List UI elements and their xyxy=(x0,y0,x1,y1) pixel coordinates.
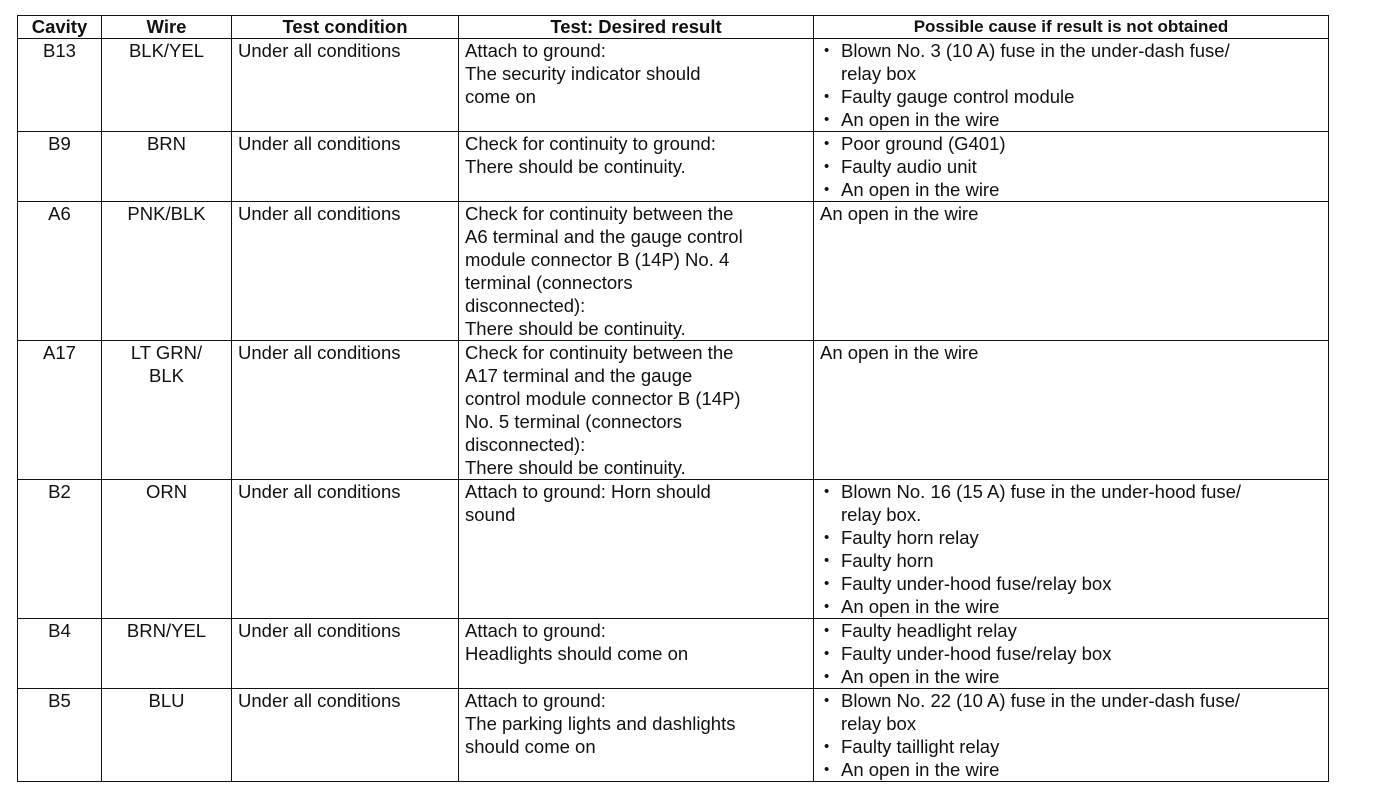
test-condition-text: Under all conditions xyxy=(238,203,401,224)
possible-cause-cell xyxy=(814,689,1329,782)
cavity-cell xyxy=(18,689,102,782)
cause-line: • Faulty audio unit xyxy=(841,156,977,177)
test-condition-cell xyxy=(232,619,459,689)
cause-line: • Faulty horn xyxy=(841,550,934,571)
test-condition-text: Under all conditions xyxy=(238,40,401,61)
desired-result-line: There should be continuity. xyxy=(465,156,686,177)
table-row xyxy=(18,341,1329,480)
cause-line: • Blown No. 3 (10 A) fuse in the under-dash fuse/ xyxy=(841,40,1230,61)
cause-item xyxy=(820,132,1322,155)
test-condition-text: Under all conditions xyxy=(238,342,401,363)
test-condition-text: Under all conditions xyxy=(238,690,401,711)
cause-item xyxy=(820,526,1322,549)
cause-line: relay box xyxy=(841,63,917,84)
desired-result-line: The security indicator should xyxy=(465,63,701,84)
cause-line: • An open in the wire xyxy=(841,179,1000,200)
cause-line: • Faulty under-hood fuse/relay box xyxy=(841,643,1112,664)
desired-result-cell xyxy=(459,689,814,782)
desired-result-line: control module connector B (14P) xyxy=(465,388,741,409)
possible-cause-cell xyxy=(814,202,1329,341)
cause-item xyxy=(820,108,1322,131)
desired-result-line: A17 terminal and the gauge xyxy=(465,365,693,386)
wire-cell xyxy=(102,341,232,480)
test-condition-cell xyxy=(232,202,459,341)
header-test-condition: Test condition xyxy=(232,16,459,39)
wire-cell xyxy=(102,202,232,341)
cavity-cell xyxy=(18,341,102,480)
cavity-cell xyxy=(18,202,102,341)
wire-color: ORN xyxy=(145,481,188,502)
cavity-label: A17 xyxy=(43,342,76,363)
desired-result-cell xyxy=(459,202,814,341)
cause-line: relay box. xyxy=(841,504,922,525)
wire-cell xyxy=(102,689,232,782)
desired-result-line: Attach to ground: xyxy=(465,690,606,711)
troubleshooting-table xyxy=(17,15,1329,782)
cause-line: • An open in the wire xyxy=(841,109,1000,130)
cause-item xyxy=(820,689,1322,735)
desired-result-line: terminal (connectors xyxy=(465,272,633,293)
desired-result-line: sound xyxy=(465,504,516,525)
wire-cell xyxy=(102,39,232,132)
table-row xyxy=(18,480,1329,619)
header-cavity: Cavity xyxy=(18,16,102,39)
wire-color: BLK xyxy=(149,365,184,386)
header-possible-cause: Possible cause if result is not obtained xyxy=(814,16,1329,39)
cause-list xyxy=(820,689,1322,781)
cavity-label: B2 xyxy=(48,481,71,502)
desired-result-line: module connector B (14P) No. 4 xyxy=(465,249,730,270)
cause-item xyxy=(820,572,1322,595)
test-condition-cell xyxy=(232,480,459,619)
cause-list xyxy=(820,39,1322,131)
desired-result-line: Attach to ground: xyxy=(465,40,606,61)
cause-item xyxy=(820,549,1322,572)
possible-cause-cell xyxy=(814,480,1329,619)
cause-line: relay box xyxy=(841,713,917,734)
cavity-label: B13 xyxy=(43,40,76,61)
cause-line: • Faulty horn relay xyxy=(841,527,979,548)
cause-line: • An open in the wire xyxy=(841,666,1000,687)
header-row xyxy=(18,16,1329,39)
cause-line: • An open in the wire xyxy=(841,759,1000,780)
desired-result-line: The parking lights and dashlights xyxy=(465,713,736,734)
cause-item xyxy=(820,480,1322,526)
possible-cause-cell xyxy=(814,341,1329,480)
desired-result-cell xyxy=(459,619,814,689)
cause-item xyxy=(820,155,1322,178)
desired-result-line: A6 terminal and the gauge control xyxy=(465,226,743,247)
cavity-cell xyxy=(18,480,102,619)
cause-item xyxy=(820,178,1322,201)
table-row xyxy=(18,39,1329,132)
desired-result-line: There should be continuity. xyxy=(465,457,686,478)
cavity-cell xyxy=(18,132,102,202)
test-condition-cell xyxy=(232,39,459,132)
cavity-label: B5 xyxy=(48,690,71,711)
desired-result-line: Check for continuity between the xyxy=(465,203,734,224)
wire-color: BLU xyxy=(148,690,185,711)
test-condition-cell xyxy=(232,689,459,782)
cause-item xyxy=(820,735,1322,758)
cause-item xyxy=(820,85,1322,108)
desired-result-line: come on xyxy=(465,86,536,107)
desired-result-cell xyxy=(459,341,814,480)
cause-line: • Faulty under-hood fuse/relay box xyxy=(841,573,1112,594)
test-condition-text: Under all conditions xyxy=(238,620,401,641)
desired-result-line: disconnected): xyxy=(465,434,586,455)
test-condition-cell xyxy=(232,341,459,480)
cause-list xyxy=(820,480,1322,618)
desired-result-cell xyxy=(459,480,814,619)
table-row xyxy=(18,689,1329,782)
cause-line: • An open in the wire xyxy=(841,596,1000,617)
cause-item xyxy=(820,619,1322,642)
wire-color: PNK/BLK xyxy=(127,203,206,224)
cause-line: • Faulty headlight relay xyxy=(841,620,1017,641)
wire-cell xyxy=(102,480,232,619)
cavity-label: B9 xyxy=(48,133,71,154)
desired-result-line: Headlights should come on xyxy=(465,643,689,664)
wire-color: BRN xyxy=(146,133,187,154)
wire-cell xyxy=(102,619,232,689)
test-condition-text: Under all conditions xyxy=(238,133,401,154)
desired-result-line: disconnected): xyxy=(465,295,586,316)
cause-line: • Blown No. 16 (15 A) fuse in the under-hood fuse/ xyxy=(841,481,1242,502)
possible-cause-cell xyxy=(814,39,1329,132)
cause-item xyxy=(820,39,1322,85)
cavity-label: A6 xyxy=(48,203,71,224)
cause-text: An open in the wire xyxy=(820,342,979,363)
test-condition-text: Under all conditions xyxy=(238,481,401,502)
test-condition-cell xyxy=(232,132,459,202)
cause-list xyxy=(820,132,1322,201)
cause-line: • Faulty taillight relay xyxy=(841,736,1000,757)
cavity-label: B4 xyxy=(48,620,71,641)
wire-color: BRN/YEL xyxy=(126,620,207,641)
cavity-cell xyxy=(18,39,102,132)
wire-cell xyxy=(102,132,232,202)
desired-result-cell xyxy=(459,132,814,202)
desired-result-line: should come on xyxy=(465,736,596,757)
table-row xyxy=(18,132,1329,202)
cause-line: • Blown No. 22 (10 A) fuse in the under-dash fuse/ xyxy=(841,690,1241,711)
cause-line: • Poor ground (G401) xyxy=(841,133,1006,154)
desired-result-line: There should be continuity. xyxy=(465,318,686,339)
possible-cause-cell xyxy=(814,132,1329,202)
desired-result-line: Check for continuity between the xyxy=(465,342,734,363)
desired-result-line: No. 5 terminal (connectors xyxy=(465,411,682,432)
possible-cause-cell xyxy=(814,619,1329,689)
desired-result-line: Attach to ground: Horn should xyxy=(465,481,711,502)
cause-item xyxy=(820,758,1322,781)
table-row xyxy=(18,619,1329,689)
header-desired-result: Test: Desired result xyxy=(459,16,814,39)
cause-item xyxy=(820,665,1322,688)
desired-result-line: Check for continuity to ground: xyxy=(465,133,716,154)
header-wire: Wire xyxy=(102,16,232,39)
cause-list xyxy=(820,619,1322,688)
cause-item xyxy=(820,642,1322,665)
desired-result-cell xyxy=(459,39,814,132)
table-row xyxy=(18,202,1329,341)
cause-text: An open in the wire xyxy=(820,203,979,224)
cavity-cell xyxy=(18,619,102,689)
cause-line: • Faulty gauge control module xyxy=(841,86,1075,107)
cause-item xyxy=(820,595,1322,618)
wire-color: LT GRN/ xyxy=(130,342,203,363)
desired-result-line: Attach to ground: xyxy=(465,620,606,641)
wire-color: BLK/YEL xyxy=(128,40,205,61)
